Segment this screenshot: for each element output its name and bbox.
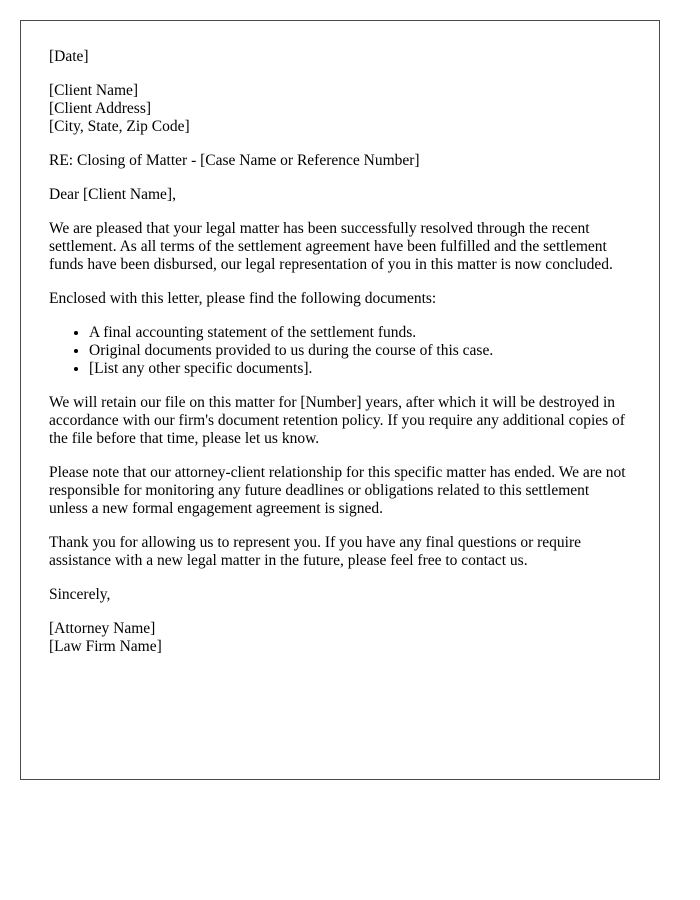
salutation: Dear [Client Name], <box>49 186 176 203</box>
list-item: • Original documents provided to us during the course of this case. <box>89 342 631 360</box>
recipient-block <box>49 82 631 136</box>
client-name: [Client Name] <box>49 82 139 99</box>
paragraph-enclosures-intro: Enclosed with this letter, please find the following documents: <box>49 290 437 307</box>
law-firm-name: [Law Firm Name] <box>49 638 162 655</box>
letter-page <box>20 20 660 780</box>
closing: Sincerely, <box>49 586 111 603</box>
list-item: • [List any other specific documents]. <box>89 360 631 378</box>
paragraph-file-retention: We will retain our file on this matter for [Number] years, after which it will be destroyed in accordance with our firm's document retention policy. If you require any additional copies of the file before that time, please let us know. <box>49 394 625 447</box>
client-address: [Client Address] <box>49 100 152 117</box>
subject-line: RE: Closing of Matter - [Case Name or Reference Number] <box>49 152 420 169</box>
paragraph-relationship-ended: Please note that our attorney-client relationship for this specific matter has ended. We are not responsible for monitoring any future deadlines or obligations related to this settlement unless a new formal engagement agreement is signed. <box>49 464 626 517</box>
client-city-state-zip: [City, State, Zip Code] <box>49 118 190 135</box>
enclosures-list <box>49 324 631 378</box>
letter-date: [Date] <box>49 48 89 65</box>
list-item: • A final accounting statement of the settlement funds. <box>89 324 631 342</box>
paragraph-settlement: We are pleased that your legal matter has been successfully resolved through the recent settlement. As all terms of the settlement agreement have been fulfilled and the settlement funds have been disbursed, our legal representation of you in this matter is now concluded. <box>49 220 613 273</box>
paragraph-thank-you: Thank you for allowing us to represent you. If you have any final questions or require assistance with a new legal matter in the future, please feel free to contact us. <box>49 534 582 569</box>
signature-block <box>49 620 631 656</box>
attorney-name: [Attorney Name] <box>49 620 156 637</box>
